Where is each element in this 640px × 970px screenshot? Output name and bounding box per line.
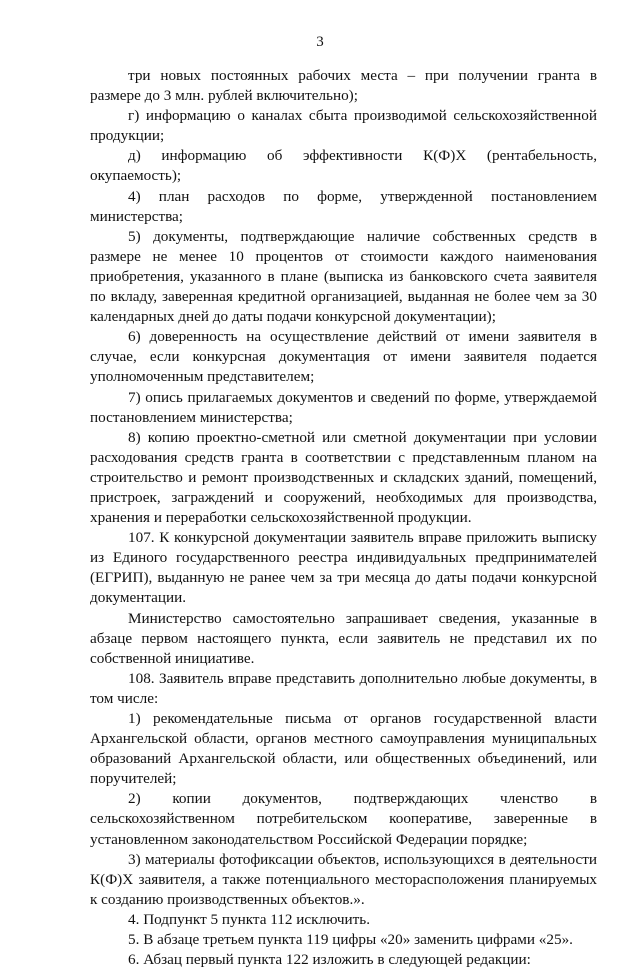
paragraph: 4) план расходов по форме, утвержденной постановлением министерства; (90, 187, 597, 225)
page-number: 3 (316, 34, 324, 50)
paragraph: Министерство самостоятельно запрашивает сведения, указанные в абзаце первом настоящего пункта, если заявитель не представил их по собственной инициативе. (90, 609, 597, 667)
paragraph: 2) копии документов, подтверждающих членство в сельскохозяйственном потребительском кооперативе, заверенные в установленном законодательством Российской Федерации порядке; (90, 790, 597, 848)
paragraph: 5. В абзаце третьем пункта 119 цифры «20» заменить цифрами «25». (128, 931, 573, 949)
paragraph: 1) рекомендательные письма от органов государственной власти Архангельской области, органов местного самоуправления муниципальных образований Архангельской области, или общественных объединений, или поручителей; (90, 710, 597, 788)
paragraph: 8) копию проектно-сметной или сметной документации при условии расходования средств гранта в соответствии с представленным планом на строительство и ремонт производственных и складских зданий, помещений, пристроек, заграждений и сооружений, необходимых для производства, хранения и переработки сельскохозяйственной продукции. (90, 428, 597, 527)
document-body (90, 66, 597, 970)
paragraph: 6) доверенность на осуществление действий от имени заявителя в случае, если конкурсная документация от имени заявителя подается уполномоченным представителем; (90, 328, 597, 386)
paragraph: 107. К конкурсной документации заявитель вправе приложить выписку из Единого государственного реестра индивидуальных предпринимателей (ЕГРИП), выданную не ранее чем за три месяца до даты подачи конкурсной документации. (90, 529, 597, 607)
paragraph: 108. Заявитель вправе представить дополнительно любые документы, в том числе: (90, 669, 597, 707)
paragraph: 7) опись прилагаемых документов и сведений по форме, утверждаемой постановлением министерства; (90, 388, 597, 426)
paragraph: д) информацию об эффективности К(Ф)Х (рентабельность, окупаемость); (90, 147, 597, 185)
paragraph: 5) документы, подтверждающие наличие собственных средств в размере не менее 10 процентов от стоимости каждого наименования приобретения, указанного в плане (выписка из банковского счета заявителя по вкладу, заверенная кредитной организацией, выданная не более чем за 30 календарных дней до даты подачи конкурсной документации); (90, 227, 597, 326)
paragraph: г) информацию о каналах сбыта производимой сельскохозяйственной продукции; (90, 107, 597, 145)
paragraph: три новых постоянных рабочих места – при получении гранта в размере до 3 млн. рублей включительно); (90, 67, 597, 105)
paragraph: 6. Абзац первый пункта 122 изложить в следующей редакции: (128, 951, 531, 969)
paragraph: 4. Подпункт 5 пункта 112 исключить. (128, 910, 371, 928)
paragraph: 3) материалы фотофиксации объектов, использующихся в деятельности К(Ф)Х заявителя, а также потенциального месторасположения планируемых к созданию производственных объектов.». (90, 850, 597, 908)
